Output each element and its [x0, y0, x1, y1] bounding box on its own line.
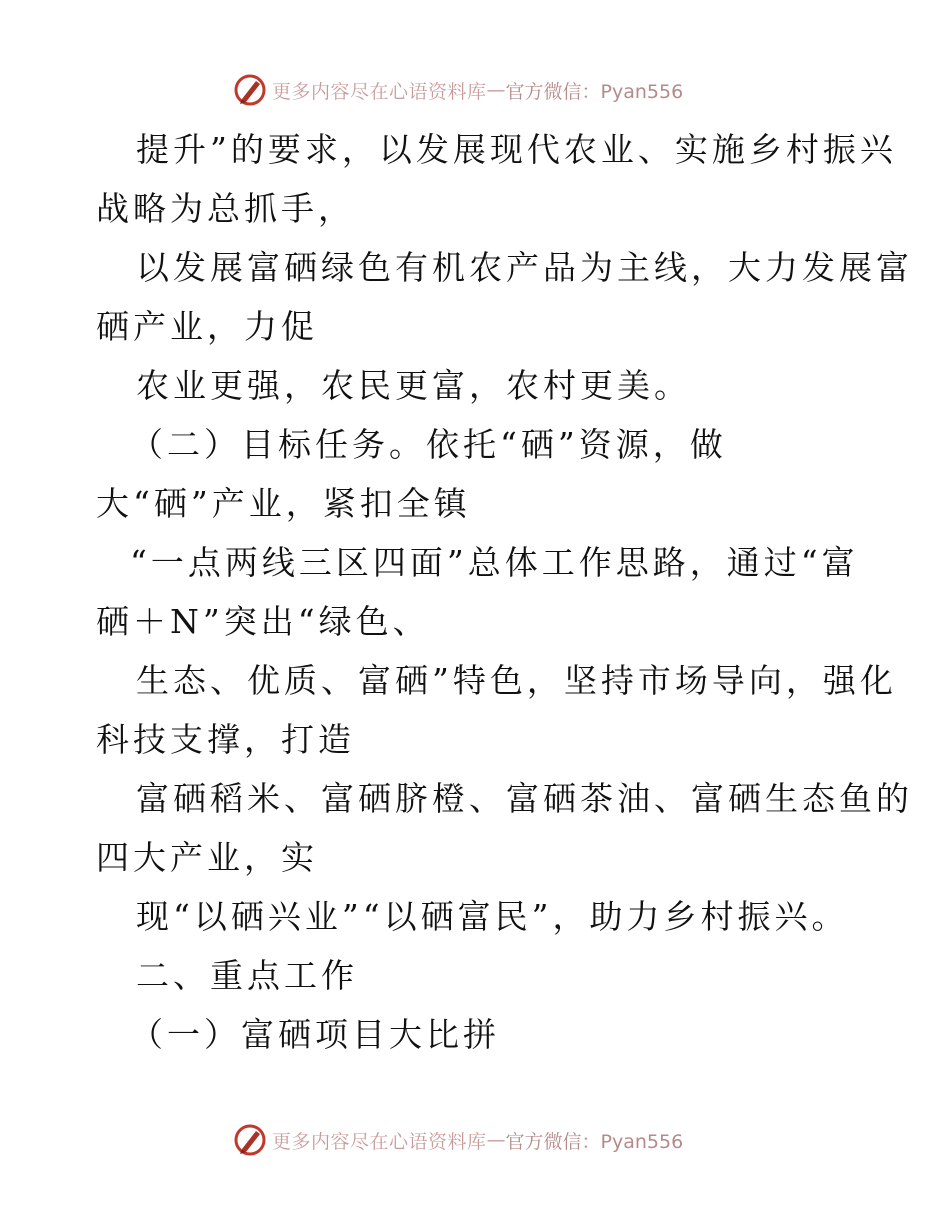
- pen-logo-icon: [232, 72, 268, 108]
- watermark-separator: —: [486, 1129, 506, 1151]
- watermark-wechat-text: 官方微信：Pyan556: [505, 1130, 684, 1153]
- text-line: 提升”的要求，以发展现代农业、实施乡村振兴: [136, 130, 897, 169]
- watermark-main-text: 更多内容尽在心语资料库: [272, 80, 487, 103]
- header-watermark: [232, 70, 683, 110]
- text-line: “一点两线三区四面”总体工作思路，通过“富: [130, 543, 859, 582]
- footer-watermark: [232, 1120, 683, 1160]
- watermark-separator: —: [486, 79, 506, 101]
- text-line: 生态、优质、富硒”特色，坚持市场导向，强化: [136, 661, 897, 700]
- text-line: 科技支撑，打造: [96, 720, 355, 759]
- text-line: 大“硒”产业，紧扣全镇: [96, 484, 471, 523]
- watermark-main-text: 更多内容尽在心语资料库: [272, 1130, 487, 1153]
- text-line: 农业更强，农民更富，农村更美。: [136, 366, 691, 405]
- document-body: [96, 120, 913, 1064]
- watermark-wechat-text: 官方微信：Pyan556: [505, 80, 684, 103]
- text-line: 富硒稻米、富硒脐橙、富硒茶油、富硒生态鱼的: [136, 779, 913, 818]
- text-line: （二）目标任务。依托“硒”资源，做: [130, 425, 727, 464]
- pen-logo-icon: [232, 1122, 268, 1158]
- text-line: 战略为总抓手，: [96, 189, 355, 228]
- text-line: 硒产业，力促: [96, 307, 318, 346]
- text-line: 四大产业，实: [96, 838, 318, 877]
- text-line: 以发展富硒绿色有机农产品为主线，大力发展富: [136, 248, 913, 287]
- subsection-heading: （一）富硒项目大比拼: [130, 1015, 500, 1054]
- text-line: 硒＋N”突出“绿色、: [96, 602, 430, 641]
- section-heading: 二、重点工作: [136, 956, 358, 995]
- text-line: 现“以硒兴业”“以硒富民”，助力乡村振兴。: [136, 897, 849, 936]
